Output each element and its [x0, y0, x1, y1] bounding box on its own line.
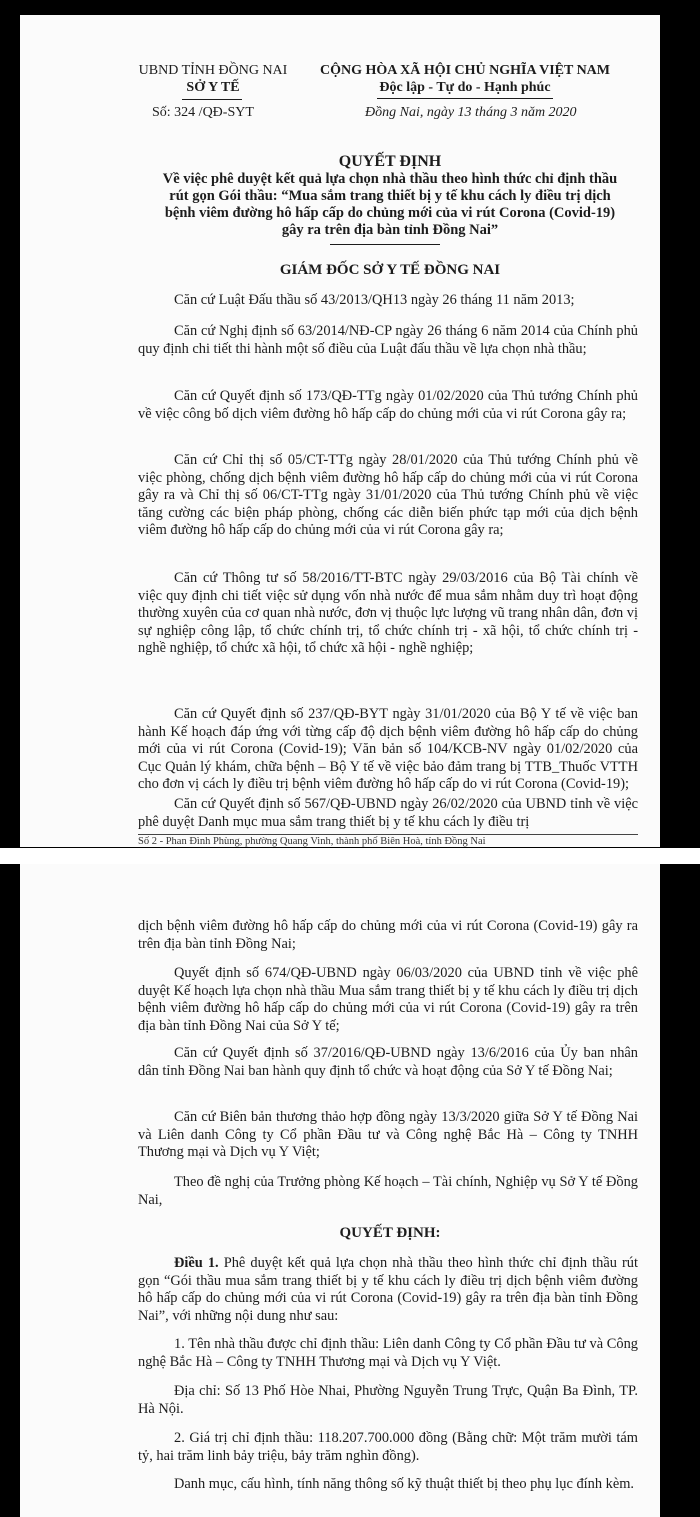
article-item: 2. Giá trị chỉ định thầu: 118.207.700.000 đồng (Bằng chữ: Một trăm mười tám tỷ, hai trăm linh bảy triệu, bảy trăm nghìn đồng).: [138, 1430, 638, 1464]
article-1-text: Phê duyệt kết quả lựa chọn nhà thầu theo hình thức chỉ định thầu rút gọn “Gói thầu mua sắm trang thiết bị y tế khu cách ly điều trị dịch bệnh viêm đường hô hấp cấp do chủng mới của vi rút Corona (Covid-19) gây ra trên địa bàn tỉnh Đồng Nai”, với những nội dung như sau:: [138, 1255, 638, 1324]
national-motto: Độc lập - Tự do - Hạnh phúc: [379, 80, 551, 95]
footer-rule: [138, 834, 638, 835]
scan-border-top: [0, 0, 700, 15]
header-right-rule: [377, 98, 553, 99]
footer-address: Số 2 - Phan Đình Phùng, phường Quang Vinh, thành phố Biên Hoà, tỉnh Đồng Nai: [138, 836, 486, 847]
scan-border-right: [660, 0, 700, 848]
article-1-label: Điều 1.: [174, 1255, 219, 1271]
article-item: Danh mục, cấu hình, tính năng thông số kỹ thuật thiết bị theo phụ lục đính kèm.: [174, 1476, 635, 1492]
paragraph: Căn cứ Quyết định số 173/QĐ-TTg ngày 01/02/2020 của Thủ tướng Chính phủ về việc công bố dịch viêm đường hô hấp cấp do chủng mới của vi rút Corona gây ra;: [138, 388, 638, 422]
decision-title: QUYẾT ĐỊNH: [338, 153, 442, 170]
page-gap: [0, 848, 700, 864]
scan-border-left: [0, 864, 20, 1517]
document-date: Đồng Nai, ngày 13 tháng 3 năm 2020: [365, 105, 577, 120]
paragraph: Quyết định số 674/QĐ-UBND ngày 06/03/2020 của UBND tỉnh về việc phê duyệt Kế hoạch lựa chọn nhà thầu Mua sắm trang thiết bị y tế khu cách ly điều trị dịch bệnh viêm đường hô hấp cấp do chủng mới của vi rút Corona (Covid-19) gây ra trên địa bàn tỉnh Đồng Nai của Sở Y tế;: [138, 965, 638, 1034]
subject-line-2: rút gọn Gói thầu: “Mua sắm trang thiết bị y tế khu cách ly điều trị dịch: [169, 188, 611, 204]
subject-line-1: Về việc phê duyệt kết quả lựa chọn nhà thầu theo hình thức chỉ định thầu: [162, 171, 618, 187]
article-1: [138, 1255, 638, 1325]
agency-name: UBND TỈNH ĐỒNG NAI: [138, 63, 288, 78]
paragraph: Căn cứ Quyết định số 37/2016/QĐ-UBND ngày 13/6/2016 của Ủy ban nhân dân tỉnh Đồng Nai ban hành quy định tổ chức và hoạt động của Sở Y tế Đồng Nai;: [138, 1045, 638, 1079]
paragraph: Căn cứ Quyết định số 237/QĐ-BYT ngày 31/01/2020 của Bộ Y tế về việc ban hành Kế hoạch đáp ứng với từng cấp độ dịch bệnh viêm đường hô hấp cấp do chủng mới của vi rút Corona (Covid-19); Văn bản số 104/KCB-NV ngày 01/02/2020 của Cục Quản lý khám, chữa bệnh – Bộ Y tế về việc bảo đảm trang bị TTB_Thuốc VTTH cho đơn vị cách ly điều trị bệnh viêm đường hô hấp cấp do vi rút Corona (Covid-19);: [138, 706, 638, 792]
header-left-rule: [182, 99, 242, 100]
article-item: Địa chỉ: Số 13 Phố Hòe Nhai, Phường Nguyễn Trung Trực, Quận Ba Đình, TP. Hà Nội.: [138, 1383, 638, 1417]
authority-heading: GIÁM ĐỐC SỞ Y TẾ ĐỒNG NAI: [279, 262, 501, 278]
subject-rule: [330, 244, 440, 245]
paragraph: Căn cứ Nghị định số 63/2014/NĐ-CP ngày 26 tháng 6 năm 2014 của Chính phủ quy định chi tiết thi hành một số điều của Luật đấu thầu về lựa chọn nhà thầu;: [138, 323, 638, 357]
scan-border-right: [660, 864, 700, 1517]
paragraph: Căn cứ Luật Đấu thầu số 43/2013/QH13 ngày 26 tháng 11 năm 2013;: [174, 292, 575, 308]
paragraph: Căn cứ Chỉ thị số 05/CT-TTg ngày 28/01/2020 của Thủ tướng Chính phủ về việc phòng, chống dịch bệnh viêm đường hô hấp cấp do chủng mới của vi rút Corona gây ra và Chỉ thị số 06/CT-TTg ngày 31/01/2020 của Thủ tướng Chính phủ về việc tăng cường các biện pháp phòng, chống các diễn biến phức tạp mới của dịch bệnh viêm đường hô hấp cấp do chủng mới của vi rút Corona gây ra;: [138, 452, 638, 538]
decision-heading: QUYẾT ĐỊNH:: [339, 1225, 441, 1241]
paragraph: Theo đề nghị của Trưởng phòng Kế hoạch – Tài chính, Nghiệp vụ Sở Y tế Đồng Nai,: [138, 1174, 638, 1208]
subject-line-3: bệnh viêm đường hô hấp cấp do chủng mới của vi rút Corona (Covid-19): [164, 205, 616, 221]
document-page-2: [0, 864, 700, 1517]
paragraph: Căn cứ Thông tư số 58/2016/TT-BTC ngày 29/03/2016 của Bộ Tài chính về việc quy định chi tiết việc sử dụng vốn nhà nước để mua sắm nhằm duy trì hoạt động thường xuyên của cơ quan nhà nước, đơn vị thuộc lực lượng vũ trang nhân dân, đơn vị sự nghiệp công lập, tổ chức chính trị, tổ chức chính trị - xã hội, tổ chức chính trị - nghề nghiệp, tổ chức xã hội, tổ chức xã hội - nghề nghiệp;: [138, 570, 638, 656]
paragraph: dịch bệnh viêm đường hô hấp cấp do chủng mới của vi rút Corona (Covid-19) gây ra trên địa bàn tỉnh Đồng Nai;: [138, 918, 638, 952]
scan-border-left: [0, 0, 20, 848]
subject-line-4: gây ra trên địa bàn tỉnh Đồng Nai”: [281, 222, 499, 238]
paragraph: Căn cứ Biên bản thương thảo hợp đồng ngày 13/3/2020 giữa Sở Y tế Đồng Nai và Liên danh Công ty Cổ phần Đầu tư và Công nghệ Bắc Hà – Công ty TNHH Thương mại và Dịch vụ Y Việt;: [138, 1109, 638, 1160]
document-number: Số: 324 /QĐ-SYT: [152, 105, 254, 120]
national-title: CỘNG HÒA XÃ HỘI CHỦ NGHĨA VIỆT NAM: [319, 63, 610, 78]
article-item: 1. Tên nhà thầu được chỉ định thầu: Liên danh Công ty Cổ phần Đầu tư và Công nghệ Bắc Hà – Công ty TNHH Thương mại và Dịch vụ Y Việt.: [138, 1336, 638, 1370]
paragraph: Căn cứ Quyết định số 567/QĐ-UBND ngày 26/02/2020 của UBND tỉnh về việc phê duyệt Danh mục mua sắm trang thiết bị y tế khu cách ly điều trị: [138, 796, 638, 830]
department-name: SỞ Y TẾ: [186, 80, 240, 95]
